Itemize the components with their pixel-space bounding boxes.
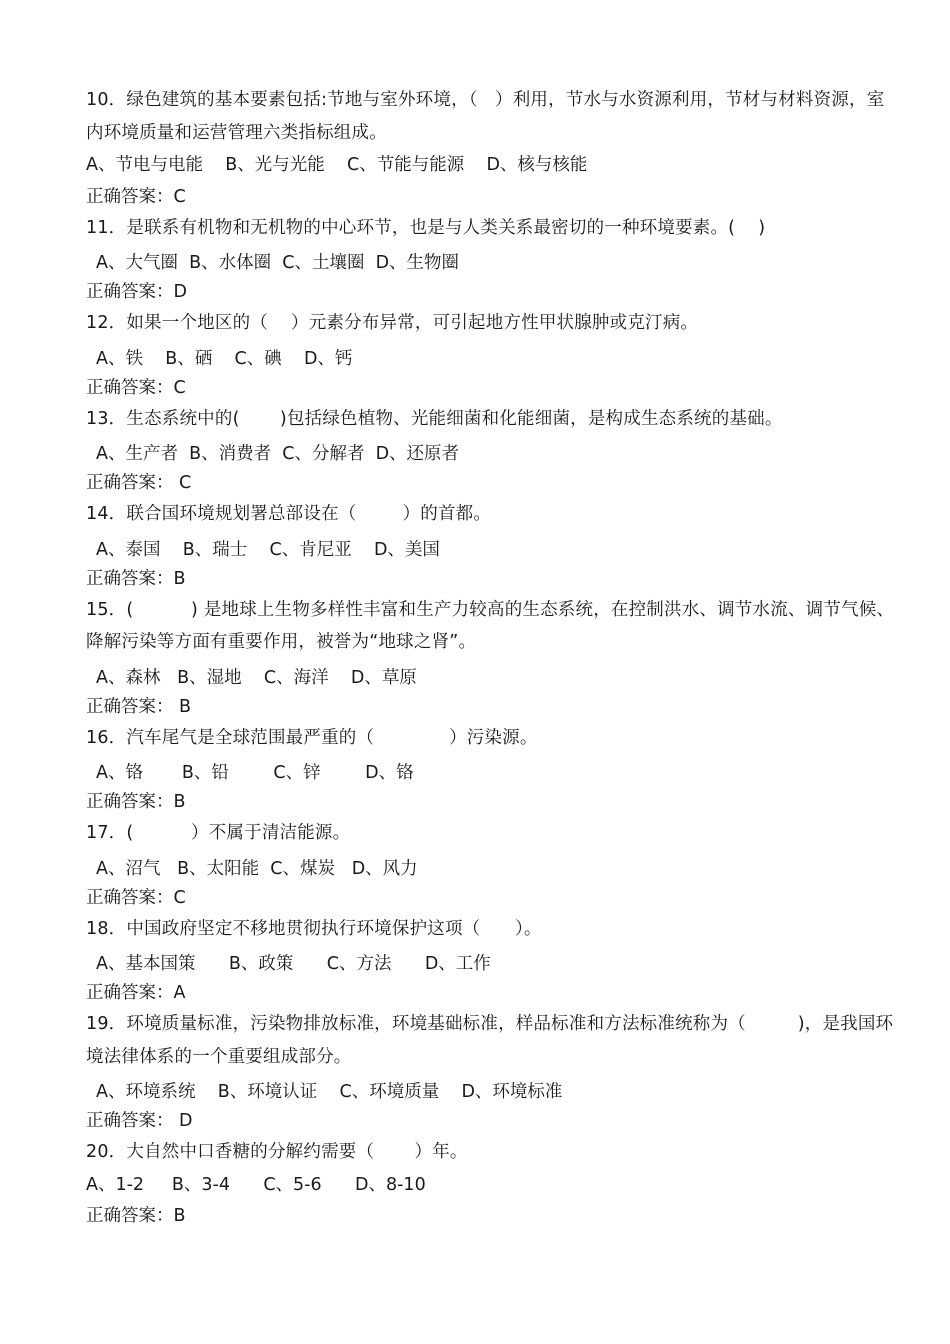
question-answer: 正确答案：C bbox=[86, 377, 186, 398]
question-11 bbox=[86, 212, 896, 308]
question-text: 12．如果一个地区的（ ）元素分布异常，可引起地方性甲状腺肿或克汀病。 bbox=[86, 313, 699, 333]
question-options: A、基本国策 B、政策 C、方法 D、工作 bbox=[96, 954, 491, 974]
question-answer: 正确答案：C bbox=[86, 887, 186, 908]
question-options: A、铁 B、硒 C、碘 D、钙 bbox=[96, 348, 353, 369]
question-18 bbox=[86, 913, 896, 1009]
question-text: 10．绿色建筑的基本要素包括:节地与室外环境，（ ）利用，节水与水资源利用，节材与材料资源，室内环境质量和运营管理六类指标组成。 bbox=[86, 90, 885, 143]
question-text: 19．环境质量标准，污染物排放标准，环境基础标准，样品标准和方法标准统称为（ )，是我国环境法律体系的一个重要组成部分。 bbox=[86, 1014, 894, 1067]
question-text: 15．( ) 是地球上生物多样性丰富和生产力较高的生态系统，在控制洪水、调节水流、调节气候、降解污染等方面有重要作用，被誉为“地球之肾”。 bbox=[86, 599, 895, 652]
question-options: A、生产者 B、消费者 C、分解者 D、还原者 bbox=[96, 444, 460, 464]
question-answer: 正确答案： D bbox=[86, 1111, 193, 1131]
question-13 bbox=[86, 403, 896, 499]
question-text: 16．汽车尾气是全球范围最严重的（ ）污染源。 bbox=[86, 727, 538, 748]
question-options: A、泰国 B、瑞士 C、肯尼亚 D、美国 bbox=[96, 539, 440, 560]
question-15 bbox=[86, 594, 896, 722]
question-text: 18．中国政府坚定不移地贯彻执行环境保护这项（ ）。 bbox=[86, 918, 542, 939]
question-options: A、环境系统 B、环境认证 C、环境质量 D、环境标准 bbox=[96, 1082, 563, 1102]
question-options: A、1-2 B、3-4 C、5-6 D、8-10 bbox=[86, 1174, 426, 1195]
question-answer: 正确答案：B bbox=[86, 1206, 186, 1226]
document-page bbox=[86, 84, 896, 1231]
question-options: A、节电与电能 B、光与光能 C、节能与能源 D、核与核能 bbox=[86, 155, 588, 175]
question-answer: 正确答案： C bbox=[86, 473, 192, 493]
question-16 bbox=[86, 722, 896, 818]
question-text: 17．( ）不属于清洁能源。 bbox=[86, 823, 351, 843]
question-options: A、铬 B、铅 C、锌 D、铬 bbox=[96, 763, 414, 783]
question-text: 13．生态系统中的( )包括绿色植物、光能细菌和化能细菌，是构成生态系统的基础。 bbox=[86, 408, 783, 429]
question-answer: 正确答案：B bbox=[86, 568, 186, 589]
question-text: 11．是联系有机物和无机物的中心环节，也是与人类关系最密切的一种环境要素。( ) bbox=[86, 217, 766, 238]
question-10 bbox=[86, 84, 896, 212]
question-text: 20．大自然中口香糖的分解约需要（ ）年。 bbox=[86, 1142, 468, 1162]
question-options: A、森林 B、湿地 C、海洋 D、草原 bbox=[96, 667, 417, 688]
question-20 bbox=[86, 1136, 896, 1231]
question-12 bbox=[86, 307, 896, 403]
question-19 bbox=[86, 1008, 896, 1136]
question-answer: 正确答案：D bbox=[86, 282, 187, 302]
question-answer: 正确答案：C bbox=[86, 186, 186, 207]
question-options: A、大气圈 B、水体圈 C、土壤圈 D、生物圈 bbox=[96, 253, 460, 273]
question-answer: 正确答案： B bbox=[86, 696, 192, 717]
question-text: 14．联合国环境规划署总部设在（ ）的首都。 bbox=[86, 504, 492, 524]
question-options: A、沼气 B、太阳能 C、煤炭 D、风力 bbox=[96, 858, 418, 879]
question-answer: 正确答案：B bbox=[86, 792, 186, 812]
question-14 bbox=[86, 498, 896, 594]
question-answer: 正确答案：A bbox=[86, 983, 186, 1003]
question-17 bbox=[86, 817, 896, 913]
